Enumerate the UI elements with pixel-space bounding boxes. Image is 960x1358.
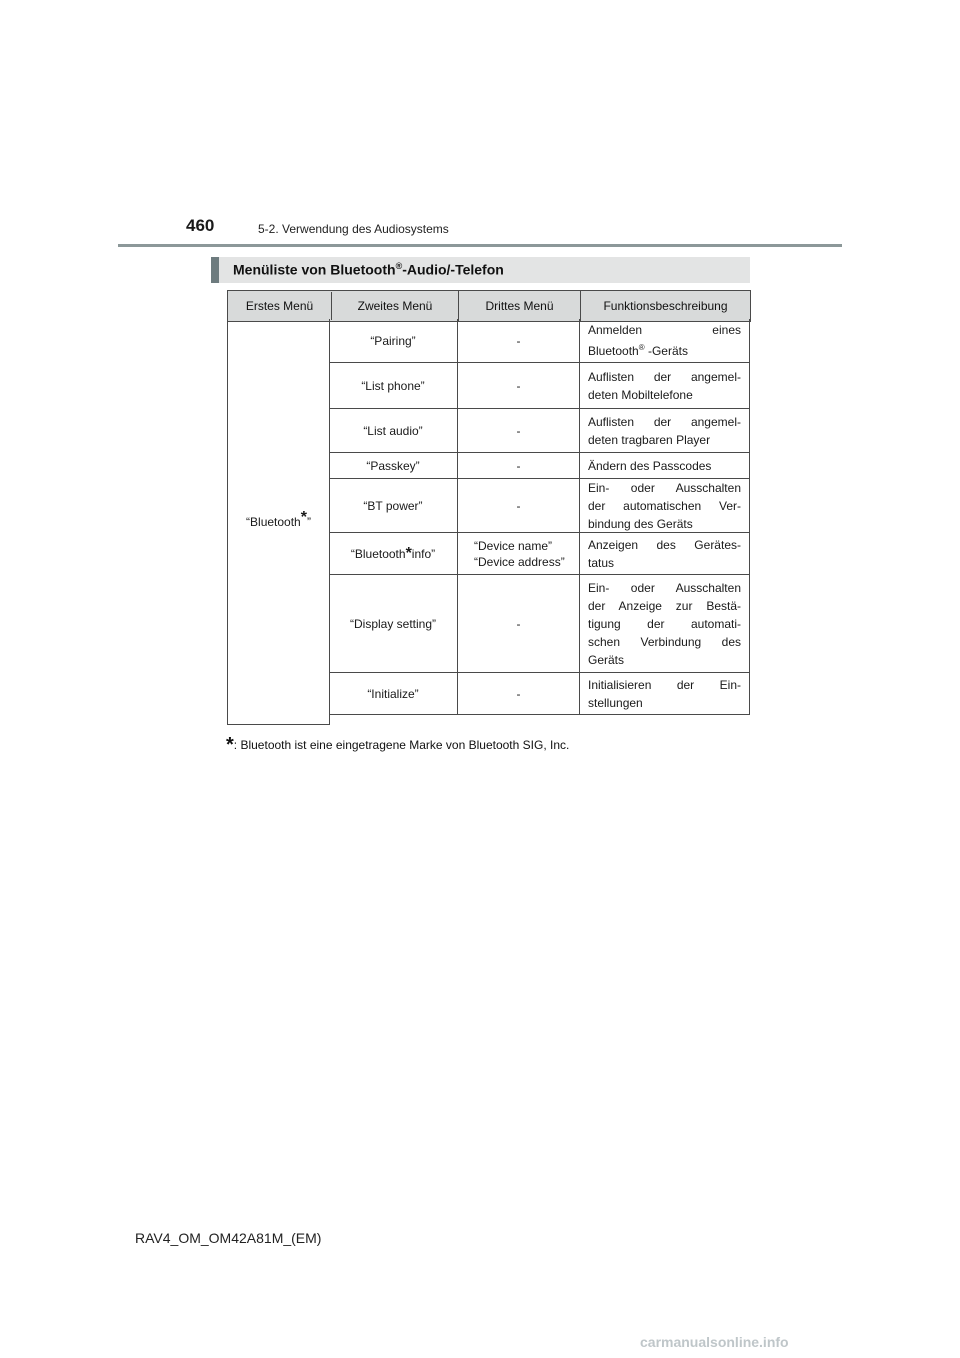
description-line: Bluetooth® -Geräts bbox=[588, 343, 688, 358]
description-line: Anzeigen des Gerätes- bbox=[588, 537, 741, 552]
third-menu-cell bbox=[458, 479, 580, 533]
third-menu-label: - bbox=[516, 458, 521, 473]
description-line: Auflisten der angemel- bbox=[588, 369, 741, 384]
description-line: tatus bbox=[588, 555, 615, 570]
second-menu-cell bbox=[329, 575, 458, 673]
first-menu-label: “Bluetooth*” bbox=[246, 508, 311, 529]
second-menu-label: “List phone” bbox=[361, 378, 425, 393]
description-cell bbox=[580, 453, 750, 479]
watermark: carmanualsonline.info bbox=[640, 1334, 789, 1350]
description-line: deten tragbaren Player bbox=[588, 432, 711, 447]
first-menu-cell bbox=[227, 319, 330, 725]
col-header-third: Drittes Menü bbox=[459, 291, 581, 322]
third-menu-label: - bbox=[516, 616, 521, 631]
section-header: 5-2. Verwendung des Audiosystems bbox=[258, 222, 449, 236]
description-line: der Anzeige zur Bestä- bbox=[588, 598, 741, 613]
third-menu-label: - bbox=[516, 686, 521, 701]
third-menu-cell bbox=[458, 575, 580, 673]
description-line: der automatischen Ver- bbox=[588, 498, 741, 513]
description-line: tigung der automati- bbox=[588, 616, 741, 631]
second-menu-cell bbox=[329, 453, 458, 479]
section-title: Menüliste von Bluetooth®-Audio/-Telefon bbox=[233, 261, 504, 278]
third-menu-cell bbox=[458, 673, 580, 715]
second-menu-label: “Passkey” bbox=[366, 458, 420, 473]
second-menu-cell bbox=[329, 673, 458, 715]
page-number: 460 bbox=[186, 216, 215, 235]
header-first-second bbox=[228, 291, 459, 322]
description-line: bindung des Geräts bbox=[588, 516, 693, 531]
second-menu-cell bbox=[329, 409, 458, 453]
third-menu-label: - bbox=[516, 333, 521, 348]
bluetooth-menu-table bbox=[227, 290, 751, 322]
second-menu-cell bbox=[329, 319, 458, 363]
second-menu-cell bbox=[329, 479, 458, 533]
description-line: Geräts bbox=[588, 652, 625, 667]
description-cell bbox=[580, 319, 750, 363]
description-line: Ein- oder Ausschalten bbox=[588, 480, 741, 495]
second-menu-cell: “Bluetooth * info” bbox=[329, 533, 458, 575]
third-menu-label: - bbox=[516, 423, 521, 438]
third-menu-cell bbox=[458, 363, 580, 409]
description-cell bbox=[580, 575, 750, 673]
description-line: deten Mobiltelefone bbox=[588, 387, 693, 402]
table-body bbox=[227, 319, 750, 726]
third-menu-cell bbox=[458, 409, 580, 453]
description-line: Ändern des Passcodes bbox=[588, 458, 712, 473]
second-menu-cell bbox=[329, 363, 458, 409]
footer-code: RAV4_OM_OM42A81M_(EM) bbox=[135, 1230, 322, 1246]
second-menu-label: “Display setting” bbox=[349, 616, 437, 631]
col-header-first: Erstes Menü bbox=[228, 292, 332, 320]
second-menu-label: “List audio” bbox=[363, 423, 423, 438]
description-line: Ein- oder Ausschalten bbox=[588, 580, 741, 595]
second-menu-label: “BT power” bbox=[363, 498, 423, 513]
description-cell bbox=[580, 533, 750, 575]
third-menu-line: “Device address” bbox=[474, 554, 565, 569]
description-cell bbox=[580, 673, 750, 715]
section-title-bar bbox=[211, 257, 750, 283]
description-cell bbox=[580, 479, 750, 533]
description-line: Anmelden eines bbox=[588, 323, 741, 337]
footnote: *: Bluetooth ist eine eingetragene Marke von Bluetooth SIG, Inc. bbox=[226, 734, 570, 756]
second-menu-label: “Pairing” bbox=[370, 333, 416, 348]
description-line: Auflisten der angemel- bbox=[588, 414, 741, 429]
table-header-row bbox=[228, 291, 751, 322]
col-header-second: Zweites Menü bbox=[357, 299, 433, 313]
third-menu-label: - bbox=[516, 378, 521, 393]
description-line: Initialisieren der Ein- bbox=[588, 677, 741, 692]
description-cell bbox=[580, 409, 750, 453]
third-menu-cell bbox=[458, 533, 580, 575]
description-line: schen Verbindung des bbox=[588, 634, 741, 649]
third-menu-cell bbox=[458, 319, 580, 363]
col-header-desc: Funktionsbeschreibung bbox=[581, 291, 751, 322]
third-menu-label: - bbox=[516, 498, 521, 513]
third-menu-line: “Device name” bbox=[474, 538, 553, 553]
header-rule bbox=[118, 244, 842, 247]
third-menu-cell bbox=[458, 453, 580, 479]
description-line: stellungen bbox=[588, 695, 643, 710]
description-cell bbox=[580, 363, 750, 409]
second-menu-label: “Initialize” bbox=[367, 686, 419, 701]
